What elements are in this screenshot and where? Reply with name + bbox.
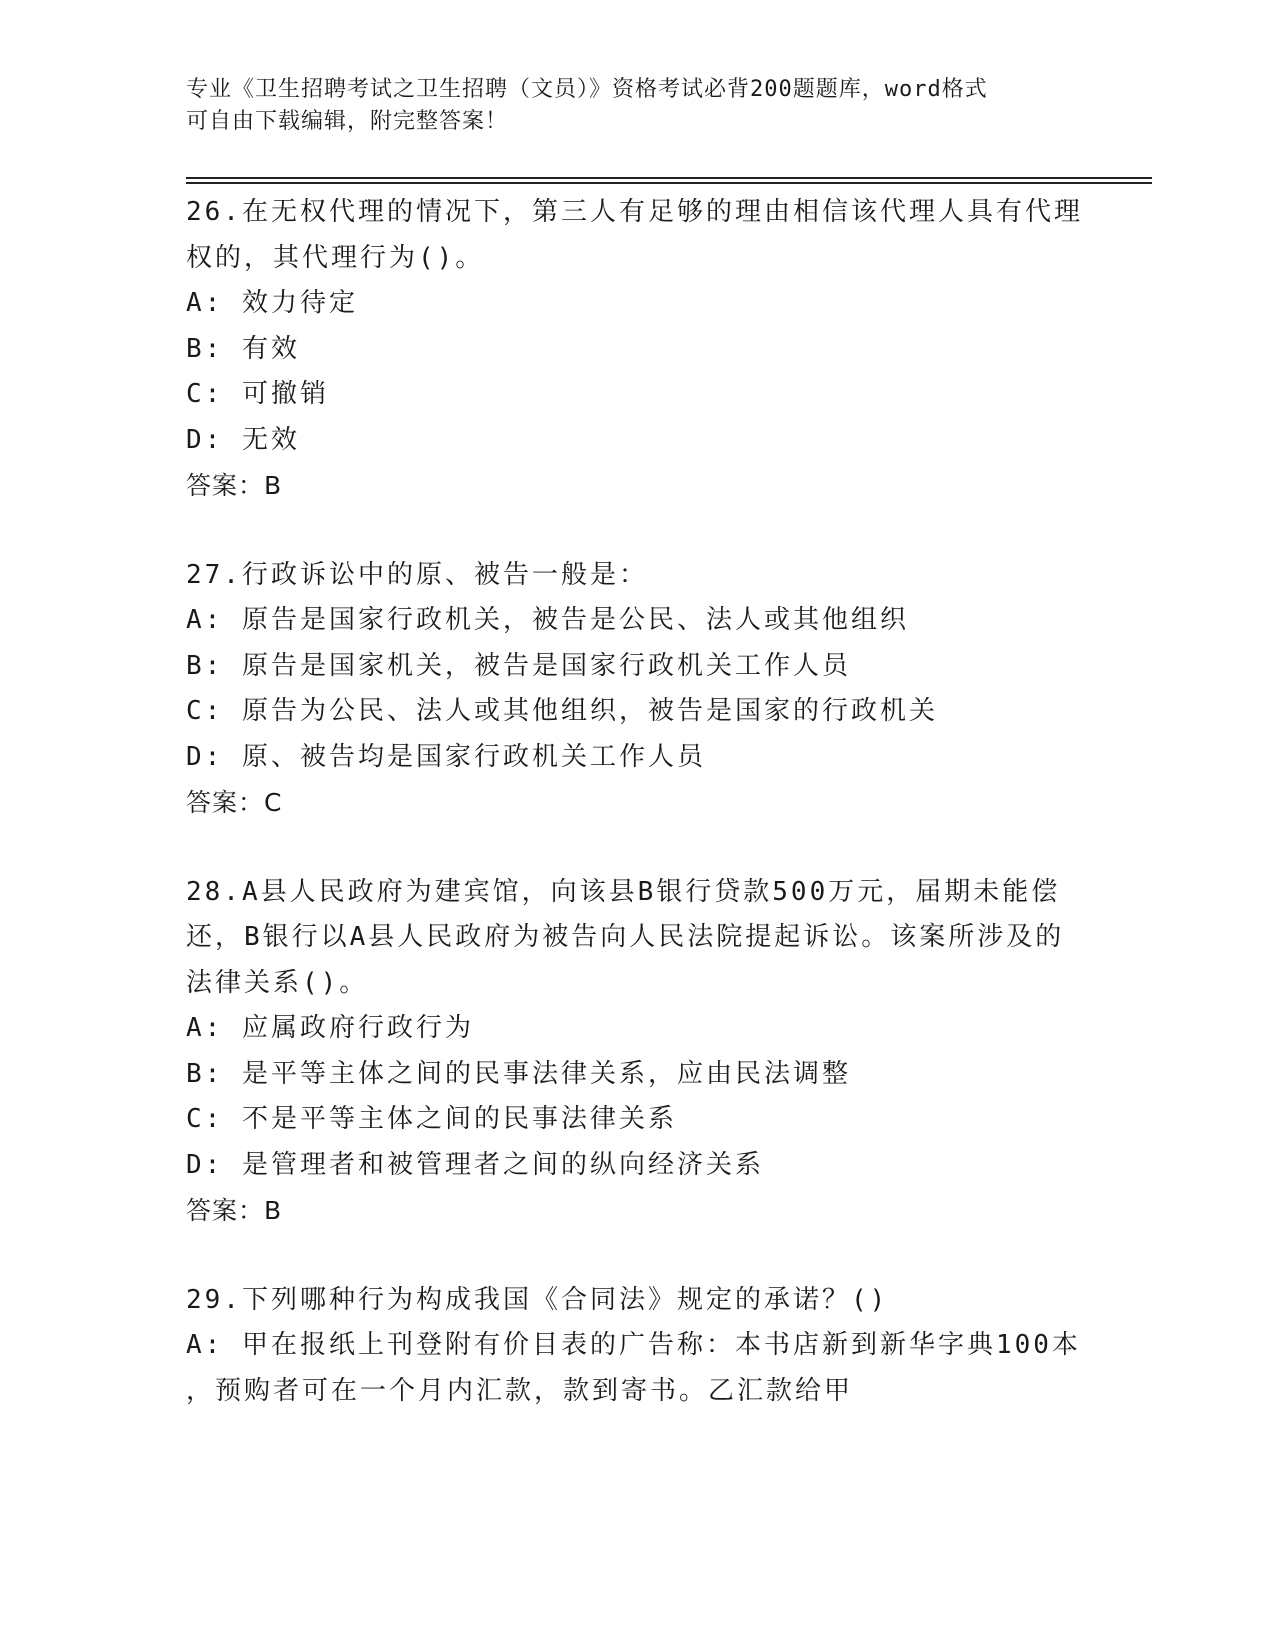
question-28 [186, 870, 1086, 1234]
question-stem-line: 法律关系()。 [186, 967, 369, 998]
option-b: B: 原告是国家机关，被告是国家行政机关工作人员 [186, 650, 851, 681]
question-stem-line: 29.下列哪种行为构成我国《合同法》规定的承诺？() [186, 1284, 889, 1315]
option-a: A: 原告是国家行政机关，被告是公民、法人或其他组织 [186, 605, 909, 635]
header-rule-bottom [186, 182, 1152, 184]
question-29 [186, 1278, 1086, 1415]
question-27 [186, 553, 1086, 826]
option-d: D: 是管理者和被管理者之间的纵向经济关系 [186, 1149, 764, 1180]
header-line-2: 可自由下载编辑，附完整答案！ [186, 109, 509, 134]
question-stem-line: 26.在无权代理的情况下，第三人有足够的理由相信该代理人具有代理 [186, 197, 1083, 227]
question-stem-line: 28.A县人民政府为建宾馆，向该县B银行贷款500万元，届期未能偿 [186, 876, 1061, 907]
question-list [186, 190, 1086, 1414]
question-26 [186, 190, 1086, 509]
option-c: C: 不是平等主体之间的民事法律关系 [186, 1104, 677, 1134]
answer: 答案：B [186, 1196, 283, 1225]
option-a: A: 应属政府行政行为 [186, 1013, 474, 1043]
question-stem-line: 权的，其代理行为()。 [186, 242, 485, 273]
header-rule-top [186, 177, 1152, 179]
option-a: A: 甲在报纸上刊登附有价目表的广告称：本书店新到新华字典100本 [186, 1330, 1081, 1360]
answer: 答案：C [186, 788, 283, 817]
option-d: D: 原、被告均是国家行政机关工作人员 [186, 741, 706, 772]
answer: 答案：B [186, 471, 283, 500]
option-a: A: 效力待定 [186, 288, 358, 318]
option-d: D: 无效 [186, 424, 300, 455]
option-c: C: 原告为公民、法人或其他组织，被告是国家的行政机关 [186, 696, 938, 726]
option-a-continued: ，预购者可在一个月内汇款，款到寄书。乙汇款给甲 [186, 1375, 854, 1406]
header-line-1: 专业《卫生招聘考试之卫生招聘（文员）》资格考试必背200题题库，word格式 [186, 77, 988, 102]
option-c: C: 可撤销 [186, 379, 329, 409]
option-b: B: 是平等主体之间的民事法律关系，应由民法调整 [186, 1058, 851, 1089]
document-header [186, 74, 1066, 138]
question-stem-line: 27.行政诉讼中的原、被告一般是： [186, 559, 648, 590]
option-b: B: 有效 [186, 333, 300, 364]
question-stem-line: 还，B银行以A县人民政府为被告向人民法院提起诉讼。该案所涉及的 [186, 922, 1065, 952]
